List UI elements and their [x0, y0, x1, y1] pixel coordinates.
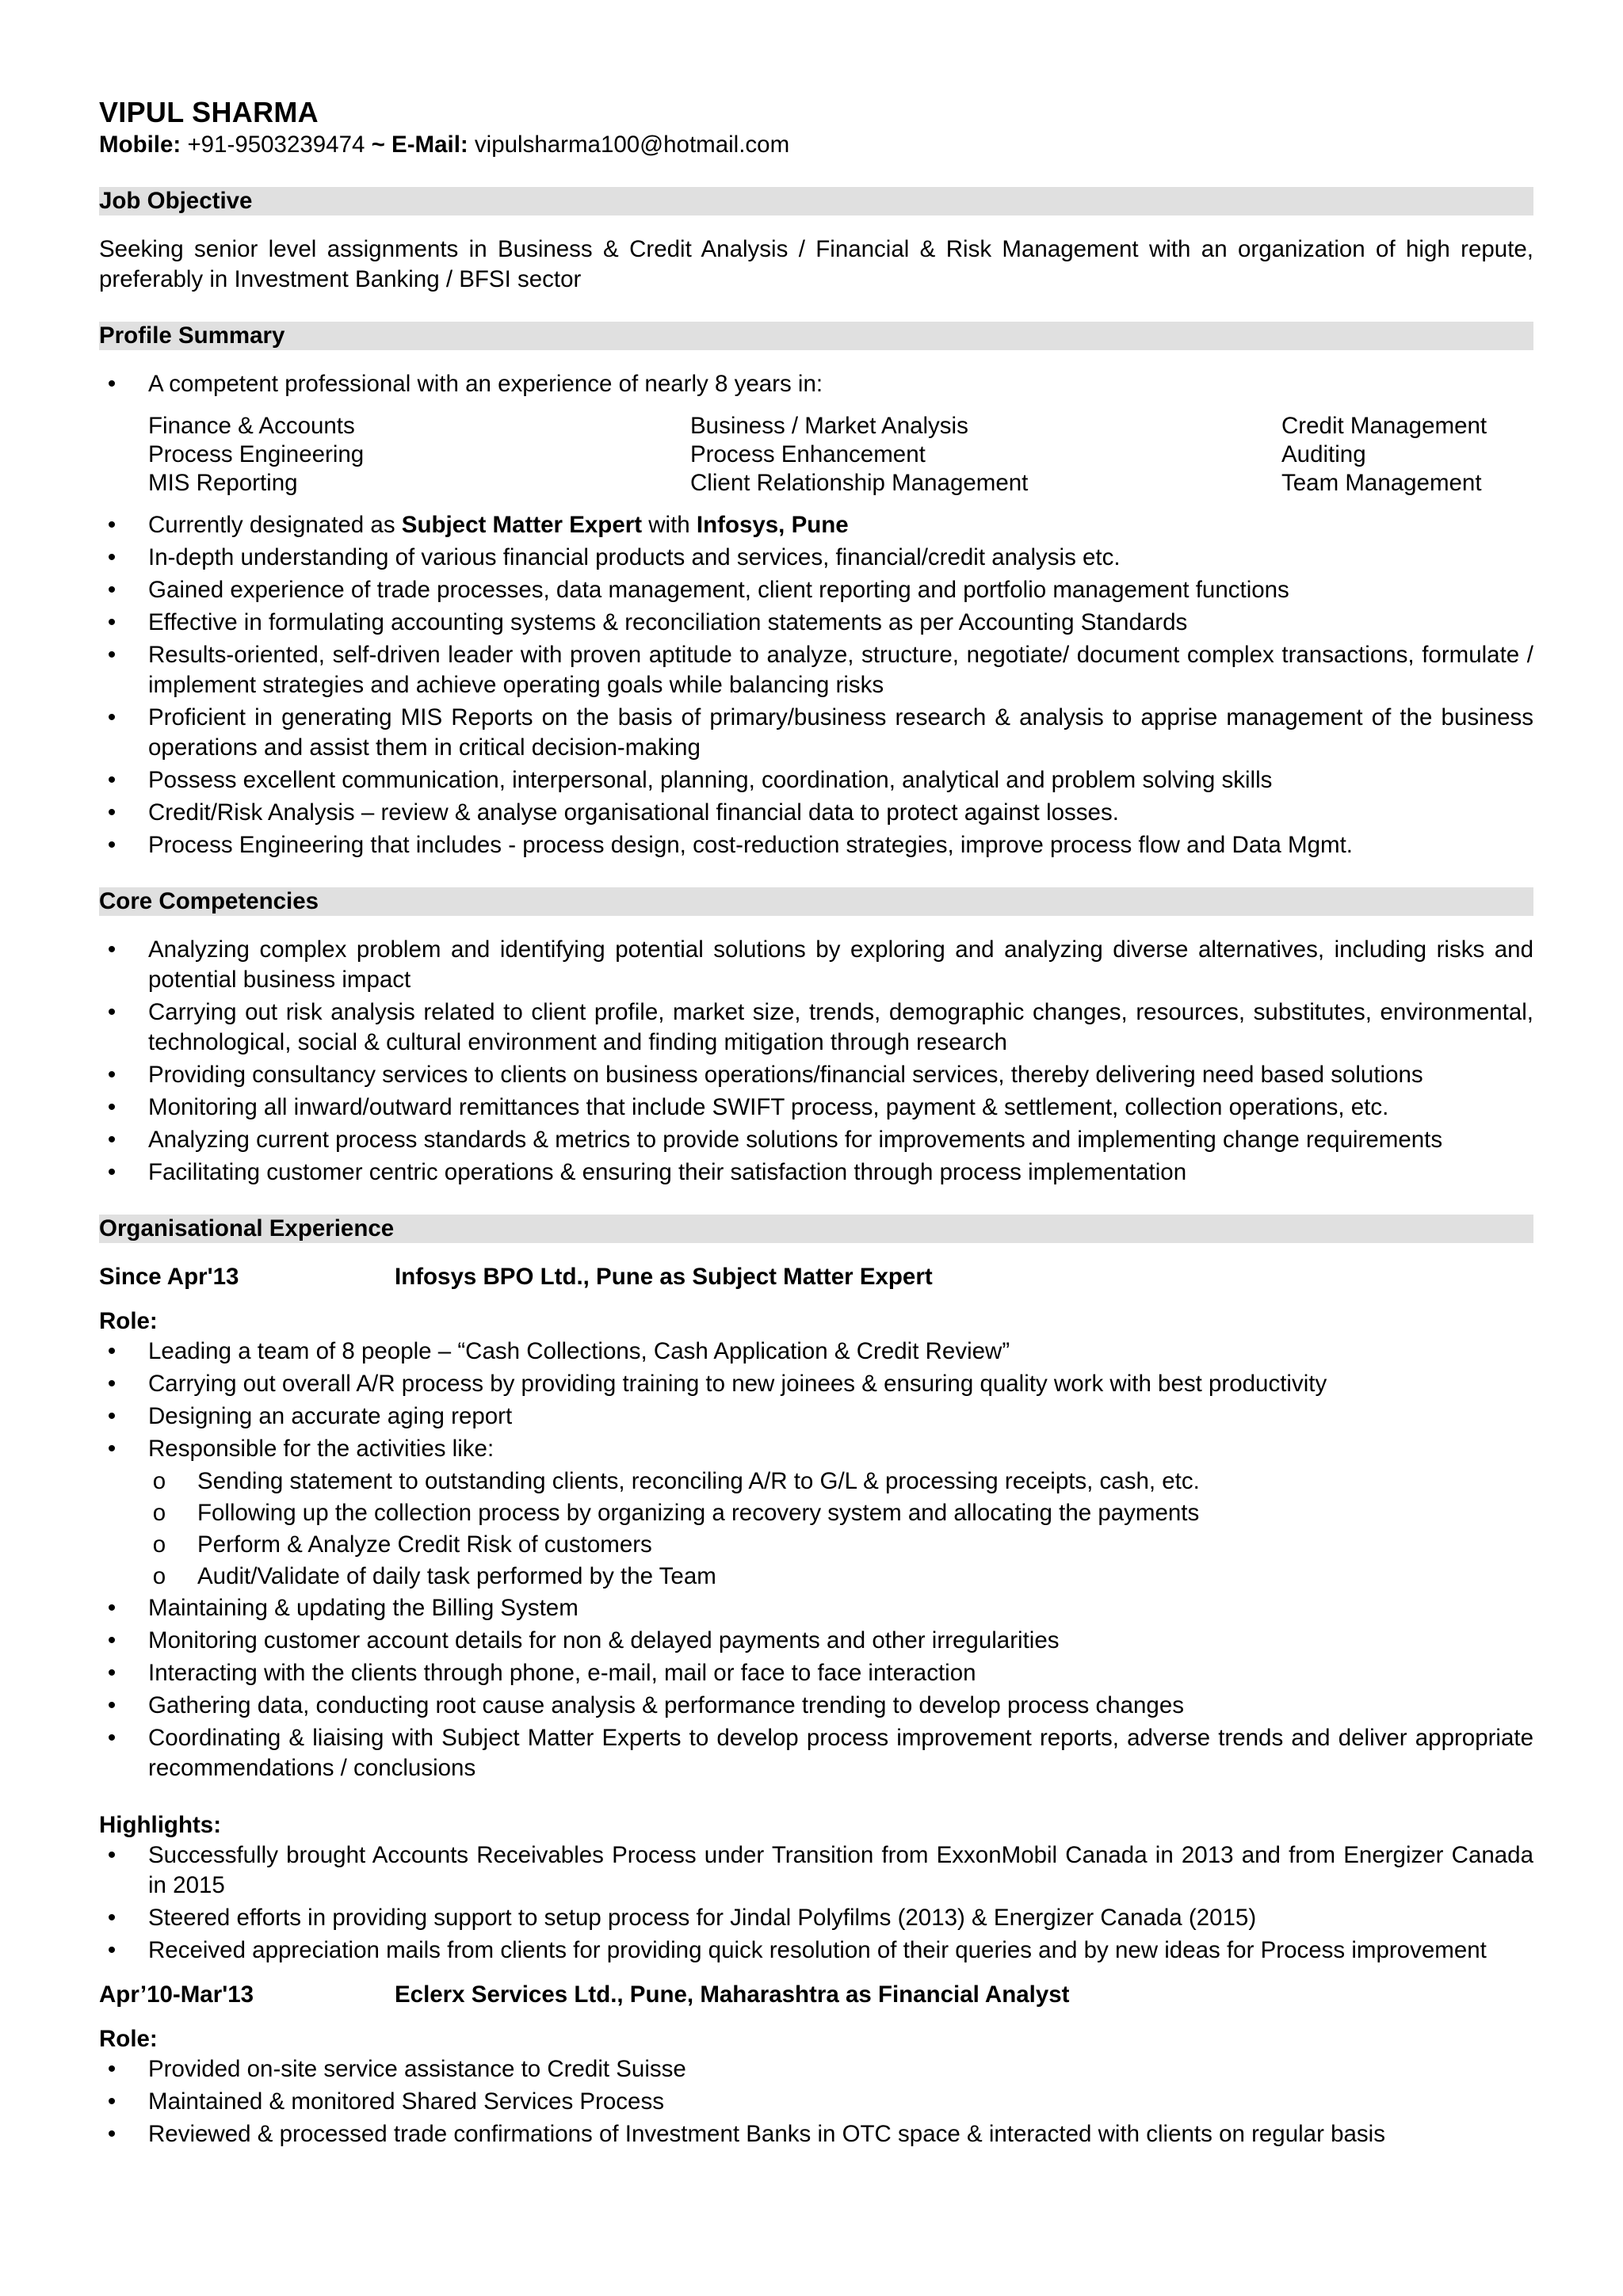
- bullet-glyph: •: [107, 1159, 116, 1185]
- list-item-text: Providing consultancy services to clients on business operations/financial services, thereby delivering need based solutions: [148, 1062, 1423, 1088]
- sub-bullet-glyph: o: [152, 1500, 166, 1526]
- list-item-text: Facilitating customer centric operations & ensuring their satisfaction through process implementation: [148, 1159, 1187, 1185]
- list-item: [99, 1402, 1533, 1432]
- list-item: [99, 2087, 1533, 2117]
- list-item: [99, 1723, 1533, 1783]
- job-objective-text: Seeking senior level assignments in Business & Credit Analysis / Financial & Risk Management with an organization of high repute, preferably in Investment Banking / BFSI sector: [99, 236, 1533, 292]
- bullet-glyph: •: [107, 1937, 116, 1963]
- bullet-glyph: •: [107, 1062, 116, 1088]
- bullet-glyph: •: [107, 642, 116, 668]
- designation-mid: with: [642, 512, 697, 538]
- list-item-text: Responsible for the activities like:: [148, 1436, 495, 1462]
- profile-intro: A competent professional with an experience of nearly 8 years in:: [148, 371, 823, 397]
- list-item-text: Interacting with the clients through phone, e-mail, mail or face to face interaction: [148, 1660, 976, 1686]
- bullet-glyph: •: [107, 1403, 116, 1429]
- mobile-number: +91-9503239474: [187, 132, 365, 158]
- designation-company: Infosys, Pune: [696, 512, 849, 538]
- bullet-glyph: •: [107, 371, 116, 397]
- list-item: [99, 2054, 1533, 2084]
- list-item-text: Coordinating & liaising with Subject Matter Experts to develop process improvement reports, adverse trends and deliver appropriate recommendations / conclusions: [148, 1725, 1533, 1781]
- list-item: [99, 608, 1533, 638]
- bullet-glyph: •: [107, 2121, 116, 2147]
- list-item: [99, 640, 1533, 700]
- list-item-text: Maintained & monitored Shared Services Process: [148, 2088, 664, 2115]
- skill-item: Credit Management: [1281, 413, 1487, 439]
- list-item-text: Carrying out risk analysis related to client profile, market size, trends, demographic changes, resources, substitutes, environmental, technological, social & cultural environment and finding mitigation through research: [148, 999, 1533, 1055]
- contact-line: [99, 130, 1533, 160]
- section-heading-experience: Organisational Experience: [99, 1215, 1533, 1243]
- skill-item: Finance & Accounts: [148, 413, 355, 439]
- job-sub-list: [99, 1466, 1533, 1592]
- job-role-list: [99, 2054, 1533, 2149]
- list-item-text: Reviewed & processed trade confirmations of Investment Banks in OTC space & interacted with clients on regular basis: [148, 2121, 1385, 2147]
- bullet-glyph: •: [107, 1595, 116, 1621]
- list-item: [99, 1093, 1533, 1123]
- sub-bullet-glyph: o: [152, 1468, 166, 1494]
- list-item: [99, 830, 1533, 860]
- list-item-text: Effective in formulating accounting systems & reconciliation statements as per Accounting Standards: [148, 609, 1188, 635]
- designation-prefix: Currently designated as: [148, 512, 402, 538]
- sub-list-item: [99, 1466, 1533, 1497]
- list-item-text: In-depth understanding of various financial products and services, financial/credit analysis etc.: [148, 544, 1121, 570]
- list-item-text: Monitoring all inward/outward remittances that include SWIFT process, payment & settlement, collection operations, etc.: [148, 1094, 1389, 1120]
- job-title: Eclerx Services Ltd., Pune, Maharashtra as Financial Analyst: [395, 1981, 1070, 2008]
- list-item-text: Leading a team of 8 people – “Cash Collections, Cash Application & Credit Review”: [148, 1338, 1010, 1364]
- bullet-glyph: •: [107, 1660, 116, 1686]
- bullet-glyph: •: [107, 1338, 116, 1364]
- resume-page: [99, 95, 1533, 2152]
- list-item-text: Gained experience of trade processes, data management, client reporting and portfolio management functions: [148, 577, 1289, 603]
- candidate-name: VIPUL SHARMA: [99, 96, 319, 128]
- bullet-glyph: •: [107, 512, 116, 538]
- bullet-glyph: •: [107, 799, 116, 826]
- list-item: [99, 1626, 1533, 1656]
- job-role-list-continued: [99, 1593, 1533, 1783]
- email-label: E-Mail:: [391, 132, 468, 158]
- list-item: [99, 703, 1533, 763]
- bullet-glyph: •: [107, 1094, 116, 1120]
- section-heading-core-competencies: Core Competencies: [99, 887, 1533, 916]
- sub-list-item-text: Following up the collection process by organizing a recovery system and allocating the payments: [197, 1500, 1200, 1526]
- list-item: [99, 798, 1533, 828]
- list-item: [99, 1337, 1533, 1367]
- highlights-label: Highlights:: [99, 1812, 222, 1838]
- list-item-text: Successfully brought Accounts Receivables Process under Transition from ExxonMobil Canada in 2013 and from Energizer Canada in 2015: [148, 1842, 1533, 1898]
- bullet-glyph: •: [107, 544, 116, 570]
- sub-bullet-glyph: o: [152, 1563, 166, 1589]
- skill-item: Auditing: [1281, 441, 1366, 467]
- highlights-list: [99, 1840, 1533, 1966]
- bullet-glyph: •: [107, 1436, 116, 1462]
- list-item: [99, 1936, 1533, 1966]
- list-item: [99, 997, 1533, 1058]
- job-header: [99, 1980, 1533, 2010]
- list-item: [99, 543, 1533, 573]
- sub-list-item: [99, 1498, 1533, 1528]
- sub-list-item-text: Audit/Validate of daily task performed by the Team: [197, 1563, 716, 1589]
- bullet-glyph: •: [107, 1127, 116, 1153]
- profile-summary-list: [99, 510, 1533, 860]
- list-item-text: Proficient in generating MIS Reports on the basis of primary/business research & analysis to apprise management of the business operations and assist them in critical decision-making: [148, 704, 1533, 761]
- list-item: [99, 2119, 1533, 2149]
- bullet-glyph: •: [107, 832, 116, 858]
- list-item-text: Possess excellent communication, interpersonal, planning, coordination, analytical and problem solving skills: [148, 767, 1273, 793]
- sub-list-item: [99, 1562, 1533, 1592]
- bullet-glyph: •: [107, 2088, 116, 2115]
- bullet-glyph: •: [107, 609, 116, 635]
- job-header: [99, 1262, 1533, 1292]
- list-item: [99, 765, 1533, 795]
- list-item: [99, 1369, 1533, 1399]
- job-title: Infosys BPO Ltd., Pune as Subject Matter Expert: [395, 1264, 933, 1290]
- skills-grid: [99, 412, 1533, 498]
- job-date: Since Apr'13: [99, 1264, 239, 1290]
- list-item-text: Steered efforts in providing support to setup process for Jindal Polyfilms (2013) & Energizer Canada (2015): [148, 1905, 1257, 1931]
- bullet-glyph: •: [107, 1371, 116, 1397]
- bullet-glyph: •: [107, 704, 116, 730]
- sub-bullet-glyph: o: [152, 1531, 166, 1558]
- bullet-glyph: •: [107, 1905, 116, 1931]
- role-label: Role:: [99, 1308, 158, 1334]
- email-address: vipulsharma100@hotmail.com: [474, 132, 790, 158]
- sub-list-item-text: Sending statement to outstanding clients, reconciling A/R to G/L & processing receipts, cash, etc.: [197, 1468, 1200, 1494]
- list-item: [99, 1125, 1533, 1155]
- list-item: [99, 1691, 1533, 1721]
- list-item-text: Analyzing current process standards & metrics to provide solutions for improvements and implementing change requirements: [148, 1127, 1443, 1153]
- list-item: [99, 369, 1533, 399]
- contact-separator: ~: [365, 132, 392, 158]
- skill-item: Business / Market Analysis: [690, 413, 968, 439]
- skill-item: Team Management: [1281, 470, 1482, 496]
- list-item: [99, 1840, 1533, 1901]
- list-item: [99, 510, 1533, 540]
- list-item-text: Gathering data, conducting root cause analysis & performance trending to develop process changes: [148, 1692, 1184, 1718]
- bullet-glyph: •: [107, 1842, 116, 1868]
- bullet-glyph: •: [107, 2056, 116, 2082]
- list-item-text: Designing an accurate aging report: [148, 1403, 513, 1429]
- list-item-text: Results-oriented, self-driven leader with proven aptitude to analyze, structure, negotiate/ document complex transactions, formulate / implement strategies and achieve operating goals while balancing risks: [148, 642, 1533, 698]
- skill-item: Client Relationship Management: [690, 470, 1029, 496]
- designation-role: Subject Matter Expert: [401, 512, 643, 538]
- list-item: [99, 1658, 1533, 1688]
- bullet-glyph: •: [107, 1692, 116, 1718]
- list-item-text: Maintaining & updating the Billing System: [148, 1595, 579, 1621]
- skill-item: Process Enhancement: [690, 441, 926, 467]
- list-item: [99, 1434, 1533, 1464]
- list-item: [99, 575, 1533, 605]
- section-heading-job-objective: Job Objective: [99, 187, 1533, 215]
- sub-list-item: [99, 1530, 1533, 1560]
- list-item: [99, 1060, 1533, 1090]
- list-item: [99, 1158, 1533, 1188]
- list-item-text: Process Engineering that includes - process design, cost-reduction strategies, improve process flow and Data Mgmt.: [148, 832, 1353, 858]
- bullet-glyph: •: [107, 767, 116, 793]
- job-date: Apr’10-Mar'13: [99, 1981, 254, 2008]
- list-item-text: Credit/Risk Analysis – review & analyse organisational financial data to protect against losses.: [148, 799, 1119, 826]
- list-item-text: Carrying out overall A/R process by providing training to new joinees & ensuring quality work with best productivity: [148, 1371, 1327, 1397]
- sub-list-item-text: Perform & Analyze Credit Risk of customers: [197, 1531, 652, 1558]
- bullet-glyph: •: [107, 1627, 116, 1653]
- list-item: [99, 1903, 1533, 1933]
- list-item: [99, 1593, 1533, 1623]
- list-item-text: Provided on-site service assistance to Credit Suisse: [148, 2056, 686, 2082]
- skill-item: Process Engineering: [148, 441, 365, 467]
- role-label: Role:: [99, 2026, 158, 2052]
- list-item-text: Monitoring customer account details for non & delayed payments and other irregularities: [148, 1627, 1060, 1653]
- bullet-glyph: •: [107, 936, 116, 963]
- list-item-text: Received appreciation mails from clients for providing quick resolution of their queries and by new ideas for Process improvement: [148, 1937, 1487, 1963]
- mobile-label: Mobile:: [99, 132, 181, 158]
- bullet-glyph: •: [107, 577, 116, 603]
- bullet-glyph: •: [107, 1725, 116, 1751]
- section-heading-profile-summary: Profile Summary: [99, 322, 1533, 350]
- profile-intro-list: [99, 369, 1533, 399]
- list-item-text: Analyzing complex problem and identifying potential solutions by exploring and analyzing diverse alternatives, including risks and potential business impact: [148, 936, 1533, 993]
- bullet-glyph: •: [107, 999, 116, 1025]
- core-competencies-list: [99, 935, 1533, 1188]
- list-item: [99, 935, 1533, 995]
- job-role-list: [99, 1337, 1533, 1464]
- skill-item: MIS Reporting: [148, 470, 298, 496]
